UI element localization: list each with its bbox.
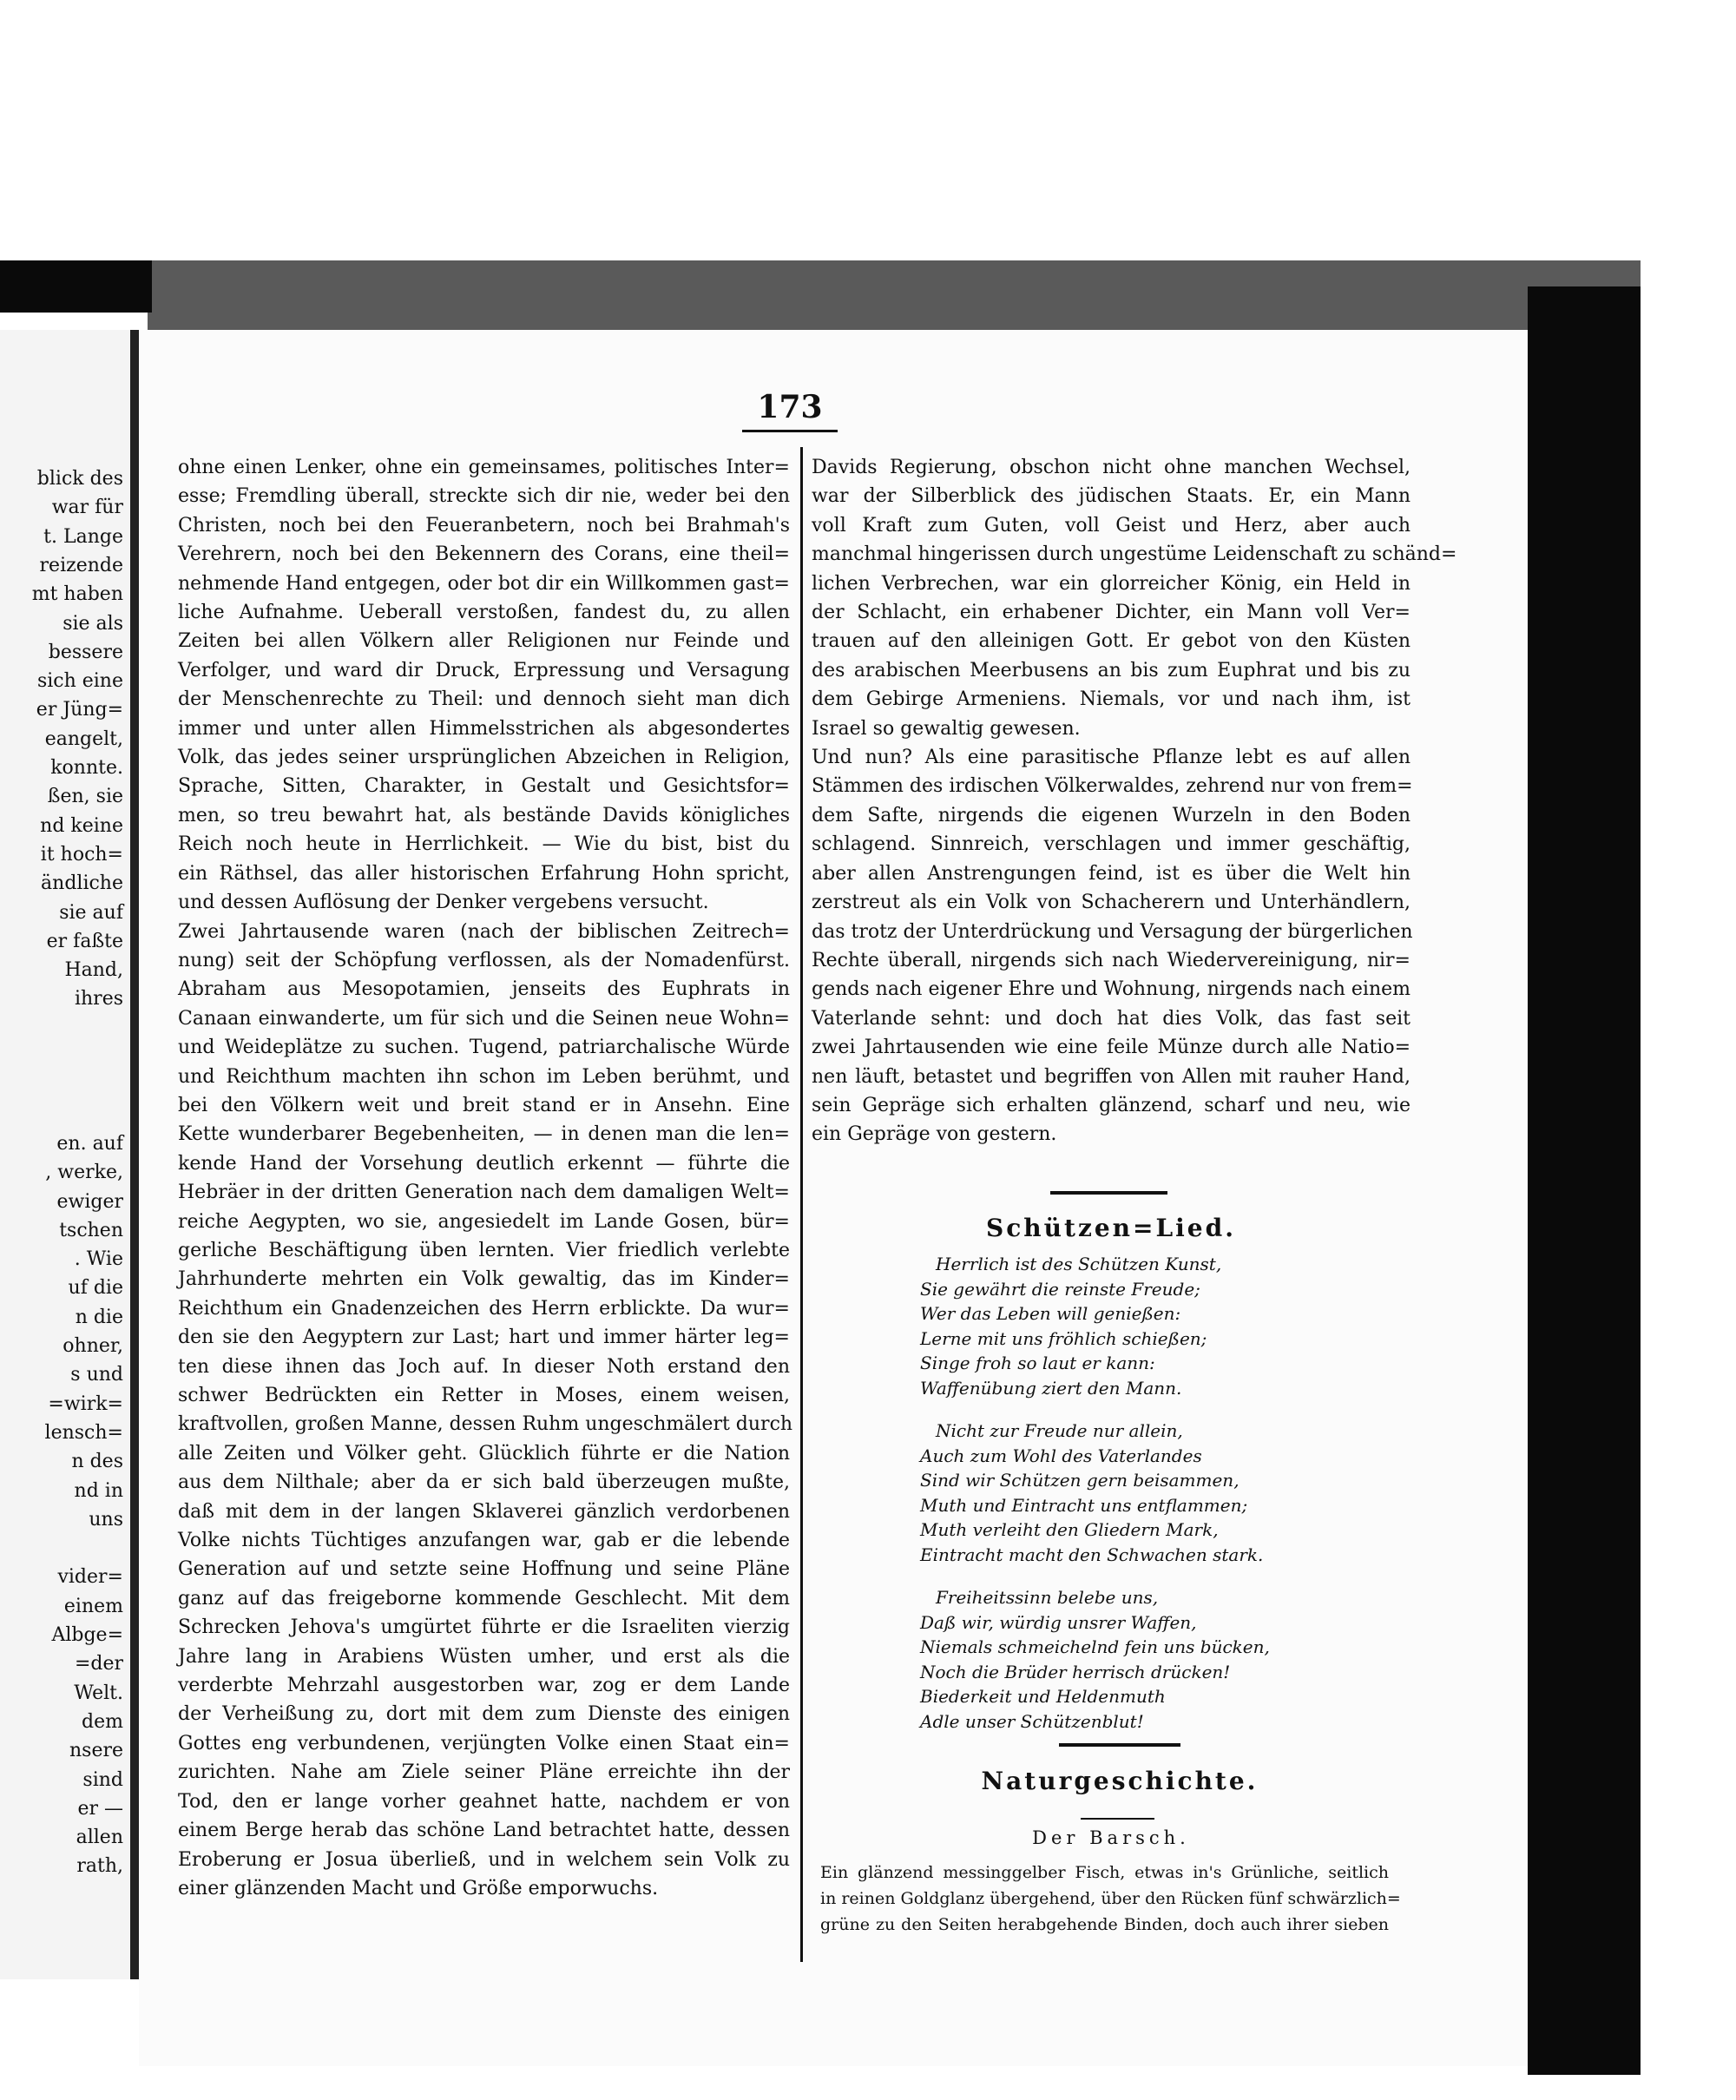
text-line: und Weideplätze zu suchen. Tugend, patriarchalische Würde <box>178 1037 790 1059</box>
fragment-line: konnte. <box>50 757 123 779</box>
poem-line: Sie gewährt die reinste Freude; <box>920 1278 1200 1300</box>
column-right <box>812 453 1457 1149</box>
fragment-line: er Jüng= <box>36 699 123 721</box>
text-line: verderbte Mehrzahl ausgestorben war, zog er dem Lande <box>178 1675 790 1697</box>
text-line: Christen, noch bei den Feueranbetern, noch bei Brahmah's <box>178 514 790 537</box>
fragment-line: ihres <box>74 988 123 1011</box>
poem-line: Biederkeit und Heldenmuth <box>920 1686 1166 1707</box>
poem <box>920 1252 1270 1734</box>
section-rule-3 <box>1081 1818 1154 1820</box>
text-line: zerstreut als ein Volk von Schacherern und Unterhändlern, <box>812 892 1410 914</box>
fragment-line: Hand, <box>64 959 123 982</box>
text-line: kraftvollen, großen Manne, dessen Ruhm ungeschmälert durch <box>178 1413 793 1436</box>
text-line: immer und unter allen Himmelsstrichen als abgesondertes <box>178 717 790 740</box>
page-number-rule <box>742 430 838 432</box>
text-line: in reinen Goldglanz übergehend, über den Rücken fünf schwärzlich= <box>820 1889 1401 1908</box>
text-line: Tod, den er lange vorher geahnet hatte, nachdem er von <box>178 1790 790 1813</box>
text-line: und dessen Auflösung der Denker vergebens versucht. <box>178 892 709 914</box>
text-line: trauen auf den alleinigen Gott. Er gebot von den Küsten <box>812 630 1410 653</box>
poem-line: Freiheitssinn belebe uns, <box>936 1587 1159 1608</box>
section-title: Naturgeschichte. <box>981 1767 1259 1795</box>
fragment-line: . Wie <box>74 1248 123 1271</box>
text-line: einem Berge herab das schöne Land betrachtet hatte, dessen <box>178 1820 790 1842</box>
text-line: der Schlacht, ein erhabener Dichter, ein Mann voll Ver= <box>812 602 1410 624</box>
fragment-line: ändliche <box>41 872 123 895</box>
fragment-line: Albge= <box>51 1624 123 1646</box>
text-line: ten diese ihnen das Joch auf. In dieser Noth erstand den <box>178 1355 790 1378</box>
text-line: das trotz der Unterdrückung und Versagung der bürgerlichen <box>812 920 1413 943</box>
fragment-line: , werke, <box>45 1162 123 1184</box>
text-line: Jahre lang in Arabiens Wüsten umher, und erst als die <box>178 1645 790 1668</box>
text-line: zurichten. Nahe am Ziele seiner Pläne erreichte ihn der <box>178 1761 790 1784</box>
fragment-line: tschen <box>59 1219 123 1241</box>
poem-line: Wer das Leben will genießen: <box>920 1303 1181 1324</box>
text-line: aus dem Nilthale; aber da er sich bald überzeugen mußte, <box>178 1471 790 1494</box>
text-line: alle Zeiten und Völker geht. Glücklich führte er die Nation <box>178 1442 790 1465</box>
text-line: Volk, das jedes seiner ursprünglichen Abzeichen in Religion, <box>178 747 790 769</box>
text-line: und Reichthum machten ihn schon im Leben berühmt, und <box>178 1065 790 1088</box>
text-line: ein Räthsel, das aller historischen Erfahrung Hohn spricht, <box>178 862 790 885</box>
text-line: Israel so gewaltig gewesen. <box>812 717 1081 740</box>
fragment-line: blick des <box>36 468 123 490</box>
text-line: Verehrern, noch bei den Bekennern des Corans, eine theil= <box>178 543 790 566</box>
text-line: zwei Jahrtausenden wie eine feile Münze durch alle Natio= <box>812 1037 1410 1059</box>
poem-line: Auch zum Wohl des Vaterlandes <box>920 1445 1202 1466</box>
fragment-line: dem <box>82 1710 123 1733</box>
text-line: voll Kraft zum Guten, voll Geist und Herz, aber auch <box>812 514 1410 537</box>
poem-line: Nicht zur Freude nur allein, <box>936 1420 1183 1441</box>
fragment-line: einem <box>63 1595 123 1617</box>
section-text <box>820 1860 1401 1938</box>
text-line: schlagend. Sinnreich, verschlagen und immer geschäftig, <box>812 833 1410 856</box>
text-line: schwer Bedrückten ein Retter in Moses, einem weisen, <box>178 1385 790 1406</box>
fragment-line: en. auf <box>56 1132 123 1155</box>
text-line: gends nach eigener Ehre und Wohnung, nirgends nach einem <box>812 978 1410 1001</box>
text-line: Sprache, Sitten, Charakter, in Gestalt und Gesichtsfor= <box>178 775 790 798</box>
stanza-gap <box>920 1567 1270 1585</box>
stanza-gap <box>920 1400 1270 1419</box>
text-line: sein Gepräge sich erhalten glänzend, scharf und neu, wie <box>812 1094 1410 1116</box>
scan-border-left <box>0 260 152 313</box>
column-left <box>178 453 793 1903</box>
text-line: men, so treu bewahrt hat, als bestände Davids königliches <box>178 804 790 826</box>
poem-line: Muth und Eintracht uns entflammen; <box>920 1494 1248 1516</box>
text-line: Und nun? Als eine parasitische Pflanze lebt es auf allen <box>812 747 1410 769</box>
text-line: grüne zu den Seiten herabgehende Binden, doch auch ihrer sieben <box>820 1915 1389 1934</box>
text-line: der Menschenrechte zu Theil: und dennoch sieht man dich <box>178 688 790 711</box>
poem-line: Lerne mit uns fröhlich schießen; <box>920 1327 1207 1349</box>
text-line: der Verheißung zu, dort mit dem zum Dienste des einigen <box>178 1703 790 1726</box>
fragment-line: t. Lange <box>43 525 123 548</box>
text-line: Reich noch heute in Herrlichkeit. — Wie du bist, bist du <box>178 833 790 856</box>
text-line: des arabischen Meerbusens an bis zum Euphrat und bis zu <box>812 659 1410 681</box>
text-line: daß mit dem in der langen Sklaverei gänzlich verdorbenen <box>178 1500 790 1523</box>
fragment-line: er faßte <box>46 930 123 952</box>
text-line: Volke nichts Tüchtiges anzufangen war, gab er die lebende <box>178 1530 790 1552</box>
fragment-line: nsere <box>69 1740 123 1762</box>
text-line: dem Safte, nirgends die eigenen Wurzeln in den Boden <box>812 804 1410 826</box>
fragment-line: reizende <box>39 554 123 576</box>
fragment-line: =wirk= <box>48 1392 123 1415</box>
text-line: Jahrhunderte mehrten ein Volk gewaltig, das im Kinder= <box>178 1268 790 1291</box>
left-page-fragment <box>0 330 130 1979</box>
text-line: gerliche Beschäftigung üben lernten. Vier friedlich verlebte <box>178 1239 790 1261</box>
text-line: bei den Völkern weit und breit stand er in Ansehn. Eine <box>178 1094 790 1116</box>
fragment-line: eangelt, <box>44 727 123 750</box>
fragment-line: sind <box>82 1768 123 1791</box>
text-line: Abraham aus Mesopotamien, jenseits des Euphrats in <box>178 978 790 1001</box>
fragment-line: allen <box>76 1827 123 1849</box>
poem-line: Waffenübung ziert den Mann. <box>920 1377 1182 1399</box>
fragment-line: uf die <box>68 1277 123 1300</box>
poem-line: Muth verleiht den Gliedern Mark, <box>920 1519 1219 1540</box>
text-line: Zwei Jahrtausende waren (nach der biblischen Zeitrech= <box>178 920 790 943</box>
text-line: kende Hand der Vorsehung deutlich erkennt — führte die <box>178 1152 790 1175</box>
fragment-line: s und <box>70 1364 123 1386</box>
text-line: Canaan einwanderte, um für sich und die Seinen neue Wohn= <box>178 1007 790 1030</box>
text-line: einer glänzenden Macht und Größe emporwuchs. <box>178 1877 659 1899</box>
fragment-line: lensch= <box>44 1421 123 1444</box>
text-line: manchmal hingerissen durch ungestüme Leidenschaft zu schänd= <box>812 543 1457 566</box>
text-line: reiche Aegypten, wo sie, angesiedelt im Lande Gosen, bür= <box>178 1210 790 1233</box>
poem-line: Herrlich ist des Schützen Kunst, <box>936 1254 1222 1274</box>
section-rule-1 <box>1050 1191 1167 1195</box>
fragment-line: nd keine <box>40 814 123 837</box>
text-line: Verfolger, und ward dir Druck, Erpressung und Versagung <box>178 659 790 681</box>
fragment-line: ewiger <box>56 1190 123 1213</box>
fragment-line: =der <box>74 1653 123 1675</box>
text-line: aber allen Anstrengungen feind, ist es über die Welt hin <box>812 862 1410 885</box>
text-line: Zeiten bei allen Völkern aller Religionen nur Feinde und <box>178 630 790 653</box>
fragment-line: uns <box>89 1508 123 1531</box>
fragment-line: vider= <box>57 1566 123 1589</box>
fragment-line: rath, <box>76 1855 123 1878</box>
text-line: Stämmen des irdischen Völkerwaldes, zehrend nur von frem= <box>812 775 1413 798</box>
text-line: Schrecken Jehova's umgürtet führte er die Israeliten vierzig <box>178 1616 790 1639</box>
fragment-line: er — <box>77 1797 123 1820</box>
text-line: ganz auf das freigeborne kommende Geschlecht. Mit dem <box>178 1587 790 1610</box>
poem-line: Adle unser Schützenblut! <box>920 1710 1144 1732</box>
fragment-line: bessere <box>48 641 123 663</box>
text-line: Kette wunderbarer Begebenheiten, — in denen man die len= <box>178 1123 790 1146</box>
text-line: liche Aufnahme. Ueberall verstoßen, fandest du, zu allen <box>178 602 790 624</box>
fragment-line: ohner, <box>62 1335 123 1357</box>
poem-line: Singe froh so laut er kann: <box>920 1353 1155 1373</box>
scan-border-right <box>1528 286 1641 2075</box>
fragment-line: ßen, sie <box>47 786 123 808</box>
text-line: dem Gebirge Armeniens. Niemals, vor und nach ihm, ist <box>812 688 1410 711</box>
text-line: Eroberung er Josua überließ, und in welchem sein Volk zu <box>178 1848 790 1871</box>
text-line: war der Silberblick des jüdischen Staats. Er, ein Mann <box>812 485 1410 508</box>
fragment-line: Welt. <box>74 1682 123 1704</box>
fragment-line: it hoch= <box>40 843 123 866</box>
text-line: Ein glänzend messinggelber Fisch, etwas in's Grünliche, seitlich <box>820 1863 1389 1882</box>
text-line: Gottes eng verbundenen, verjüngten Volke einen Staat ein= <box>178 1732 790 1754</box>
text-line: nehmende Hand entgegen, oder bot dir ein Willkommen gast= <box>178 572 790 595</box>
fragment-line: war für <box>51 497 123 519</box>
text-line: nung) seit der Schöpfung verflossen, als der Nomadenfürst. <box>178 949 790 971</box>
text-line: nen läuft, betastet und begriffen von Allen mit rauher Hand, <box>812 1065 1410 1088</box>
scan-border-top <box>148 260 1641 339</box>
fragment-line: mt haben <box>31 583 123 606</box>
text-line: ohne einen Lenker, ohne ein gemeinsames, politisches Inter= <box>178 457 790 478</box>
fragment-line: sie als <box>62 612 123 635</box>
poem-line: Eintracht macht den Schwachen stark. <box>920 1544 1264 1565</box>
section-subtitle: Der Barsch. <box>1032 1827 1190 1848</box>
fragment-line: n des <box>71 1451 123 1473</box>
fragment-line: sich eine <box>36 670 123 693</box>
text-line: lichen Verbrechen, war ein glorreicher König, ein Held in <box>812 572 1410 595</box>
poem-line: Niemals schmeichelnd fein uns bücken, <box>920 1636 1270 1657</box>
poem-line: Noch die Brüder herrisch drücken! <box>920 1661 1231 1682</box>
text-line: Generation auf und setzte seine Hoffnung und seine Pläne <box>178 1558 790 1581</box>
text-line: Davids Regierung, obschon nicht ohne manchen Wechsel, <box>812 457 1410 478</box>
text-line: den sie den Aegyptern zur Last; hart und immer härter leg= <box>178 1326 790 1349</box>
fragment-line: nd in <box>74 1479 123 1502</box>
poem-line: Sind wir Schützen gern beisammen, <box>920 1470 1240 1491</box>
text-line: ein Gepräge von gestern. <box>812 1123 1057 1146</box>
fragment-line: sie auf <box>59 901 123 924</box>
section-rule-2 <box>1059 1743 1180 1747</box>
fragment-line: n die <box>75 1306 123 1328</box>
text-line: Hebräer in der dritten Generation nach dem damaligen Welt= <box>178 1182 790 1204</box>
poem-line: Daß wir, würdig unsrer Waffen, <box>920 1611 1197 1633</box>
text-line: Vaterlande sehnt: und doch hat dies Volk, das fast seit <box>812 1007 1410 1030</box>
column-divider <box>800 447 803 1962</box>
text-line: Reichthum ein Gnadenzeichen des Herrn erblickte. Da wur= <box>178 1297 790 1320</box>
text-line: Rechte überall, nirgends sich nach Wiedervereinigung, nir= <box>812 949 1410 971</box>
text-line: esse; Fremdling überall, streckte sich dir nie, weder bei den <box>178 485 790 508</box>
page-number: 173 <box>757 389 823 425</box>
poem-title: Schützen=Lied. <box>986 1214 1236 1242</box>
